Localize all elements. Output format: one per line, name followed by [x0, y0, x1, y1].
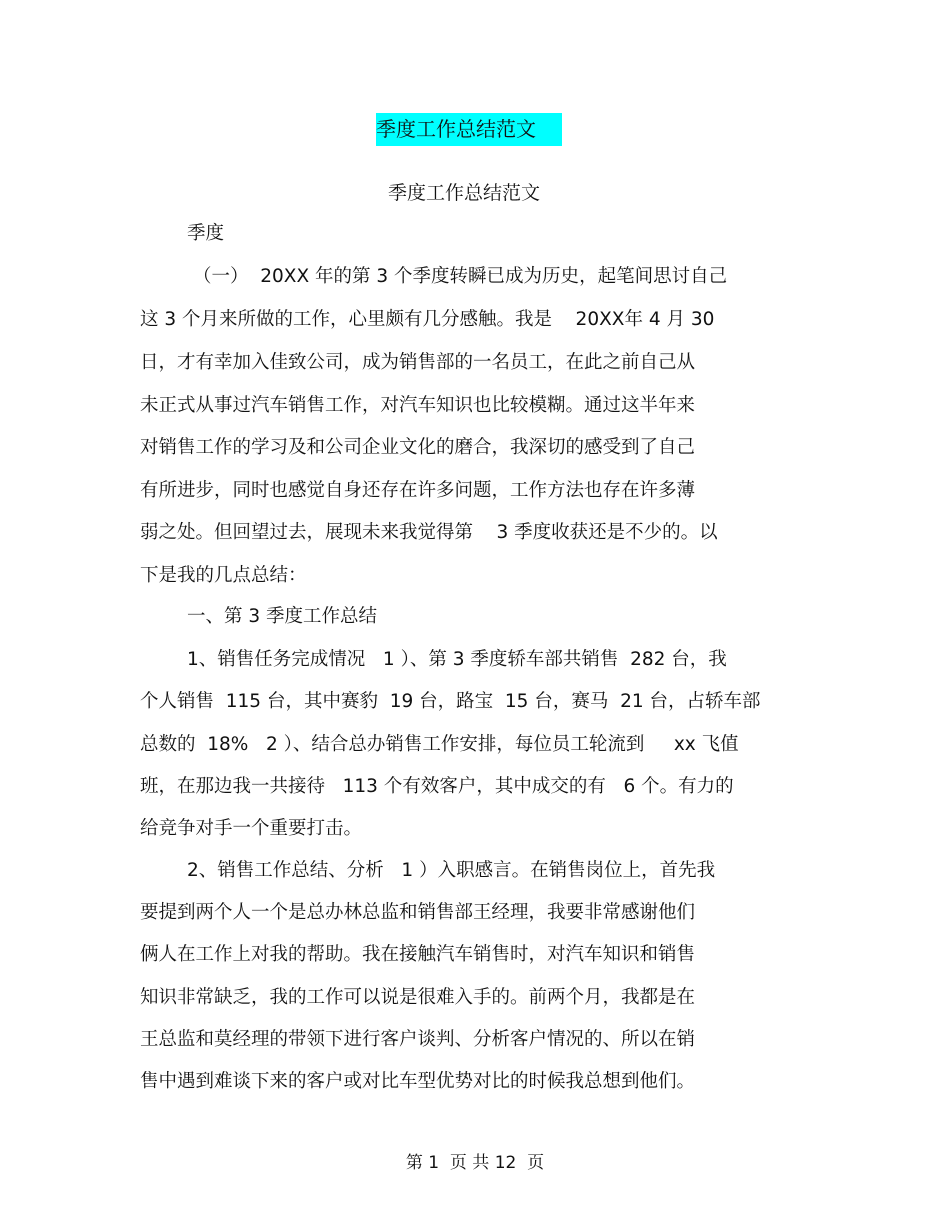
body-line: （一） 20XX 年的第 3 个季度转瞬已成为历史，起笔间思讨自己 — [193, 266, 728, 287]
body-line: 售中遇到难谈下来的客户或对比车型优势对比的时候我总想到他们。 — [140, 1071, 696, 1092]
document-title: 季度工作总结范文 — [376, 113, 562, 146]
body-line: 季度 — [187, 223, 225, 244]
page-footer: 第 1 页 共 12 页 — [405, 1153, 545, 1173]
body-line: 日，才有幸加入佳致公司，成为销售部的一名员工，在此之前自己从 — [140, 352, 696, 373]
body-line: 有所进步，同时也感觉自身还存在许多问题，工作方法也存在许多薄 — [140, 480, 696, 501]
body-line: 王总监和莫经理的带领下进行客户谈判、分析客户情况的、所以在销 — [140, 1029, 696, 1050]
body-line: 给竞争对手一个重要打击。 — [140, 818, 363, 839]
body-line: 知识非常缺乏，我的工作可以说是很难入手的。前两个月，我都是在 — [140, 987, 696, 1008]
document-subtitle: 季度工作总结范文 — [388, 182, 541, 204]
body-line: 总数的 18% 2 ）、结合总办销售工作安排，每位员工轮流到 xx 飞值 — [140, 734, 739, 755]
body-line: 班，在那边我一共接待 113 个有效客户，其中成交的有 6 个。有力的 — [140, 776, 734, 797]
body-line: 个人销售 115 台，其中赛豹 19 台，路宝 15 台，赛马 21 台，占轿车部 — [140, 691, 761, 712]
section-heading: 一、第 3 季度工作总结 — [187, 606, 378, 627]
body-line: 这 3 个月来所做的工作，心里颇有几分感触。我是 20XX年 4 月 30 — [140, 309, 715, 330]
body-line: 弱之处。但回望过去，展现未来我觉得第 3 季度收获还是不少的。以 — [140, 522, 718, 543]
body-line: 2、销售工作总结、分析 1 ）入职感言。在销售岗位上，首先我 — [187, 860, 716, 881]
body-line: 要提到两个人一个是总办林总监和销售部王经理，我要非常感谢他们 — [140, 902, 696, 923]
body-line: 1、销售任务完成情况 1 ）、第 3 季度轿车部共销售 282 台，我 — [187, 649, 727, 670]
body-line: 对销售工作的学习及和公司企业文化的磨合，我深切的感受到了自己 — [140, 437, 696, 458]
body-line: 俩人在工作上对我的帮助。我在接触汽车销售时，对汽车知识和销售 — [140, 944, 696, 965]
body-line: 未正式从事过汽车销售工作，对汽车知识也比较模糊。通过这半年来 — [140, 395, 696, 416]
body-line: 下是我的几点总结： — [140, 565, 307, 586]
